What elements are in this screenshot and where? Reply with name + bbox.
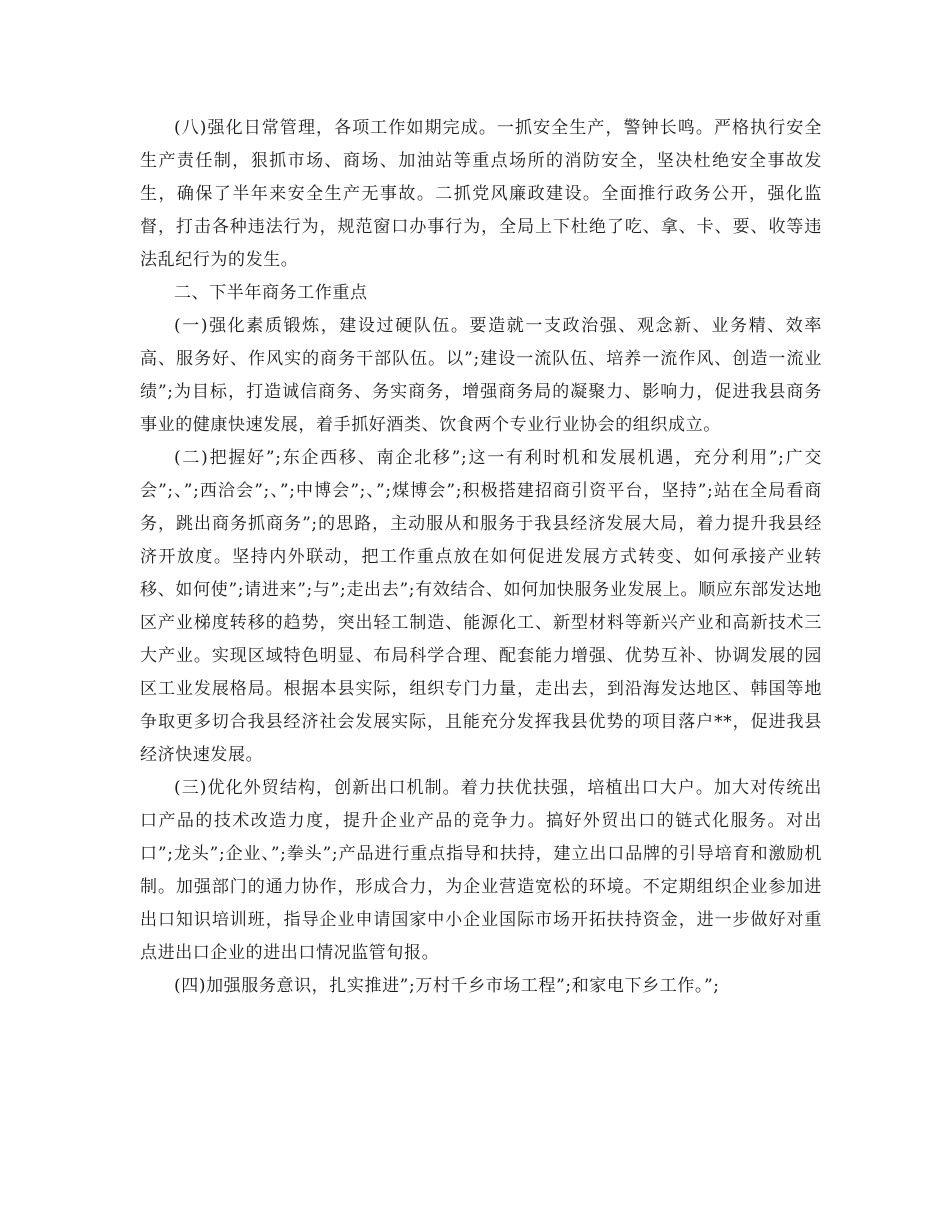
section-heading-second-half-priorities: 二、下半年商务工作重点 — [174, 283, 368, 303]
paragraph-safety-management: (八)强化日常管理，各项工作如期完成。一抓安全生产，警钟长鸣。严格执行安全生产责任制，狠抓市场、商场、加油站等重点场所的消防安全，坚决杜绝安全事故发生，确保了半年来安全生产无事故。二抓党风廉政建设。全面推行政务公开，强化监督，打击各种违法行为，规范窗口办事行为，全局上下杜绝了吃、拿、卡、要、收等违法乱纪行为的发生。 — [140, 118, 822, 270]
paragraph-service-awareness: (四)加强服务意识，扎实推进”;万村千乡市场工程”;和家电下乡工作。”; — [174, 976, 720, 996]
document-page — [140, 112, 822, 1003]
paragraph-foreign-trade: (三)优化外贸结构，创新出口机制。着力扶优扶强，培植出口大户。加大对传统出口产品的技术改造力度，提升企业产品的竞争力。搞好外贸出口的链式化服务。对出口”;龙头”;企业、”;拳头”;产品进行重点指导和扶持，建立出口品牌的引导培育和激励机制。加强部门的通力协作，形成合力，为企业营造宽松的环境。不定期组织企业参加进出口知识培训班，指导企业申请国家中小企业国际市场开拓扶持资金，进一步做好对重点进出口企业的进出口情况监管旬报。 — [140, 778, 822, 963]
paragraph-team-building: (一)强化素质锻炼，建设过硬队伍。要造就一支政治强、观念新、业务精、效率高、服务好、作风实的商务干部队伍。以”;建设一流队伍、培养一流作风、创造一流业绩”;为目标，打造诚信商务、务实商务，增强商务局的凝聚力、影响力，促进我县商务事业的健康快速发展，着手抓好酒类、饮食两个专业行业协会的组织成立。 — [140, 316, 822, 435]
paragraph-investment-attraction: (二)把握好”;东企西移、南企北移”;这一有利时机和发展机遇，充分利用”;广交会”;、”;西洽会”;、”;中博会”;、”;煤博会”;积极搭建招商引资平台，坚持”;站在全局看商务，跳出商务抓商务”;的思路，主动服从和服务于我县经济发展大局，着力提升我县经济开放度。坚持内外联动，把工作重点放在如何促进发展方式转变、如何承接产业转移、如何使”;请进来”;与”;走出去”;有效结合、如何加快服务业发展上。顺应东部发达地区产业梯度转移的趋势，突出轻工制造、能源化工、新型材料等新兴产业和高新技术三大产业。实现区域特色明显、布局科学合理、配套能力增强、优势互补、协调发展的园区工业发展格局。根据本县实际，组织专门力量，走出去，到沿海发达地区、韩国等地争取更多切合我县经济社会发展实际，且能充分发挥我县优势的项目落户**，促进我县经济快速发展。 — [140, 448, 822, 765]
